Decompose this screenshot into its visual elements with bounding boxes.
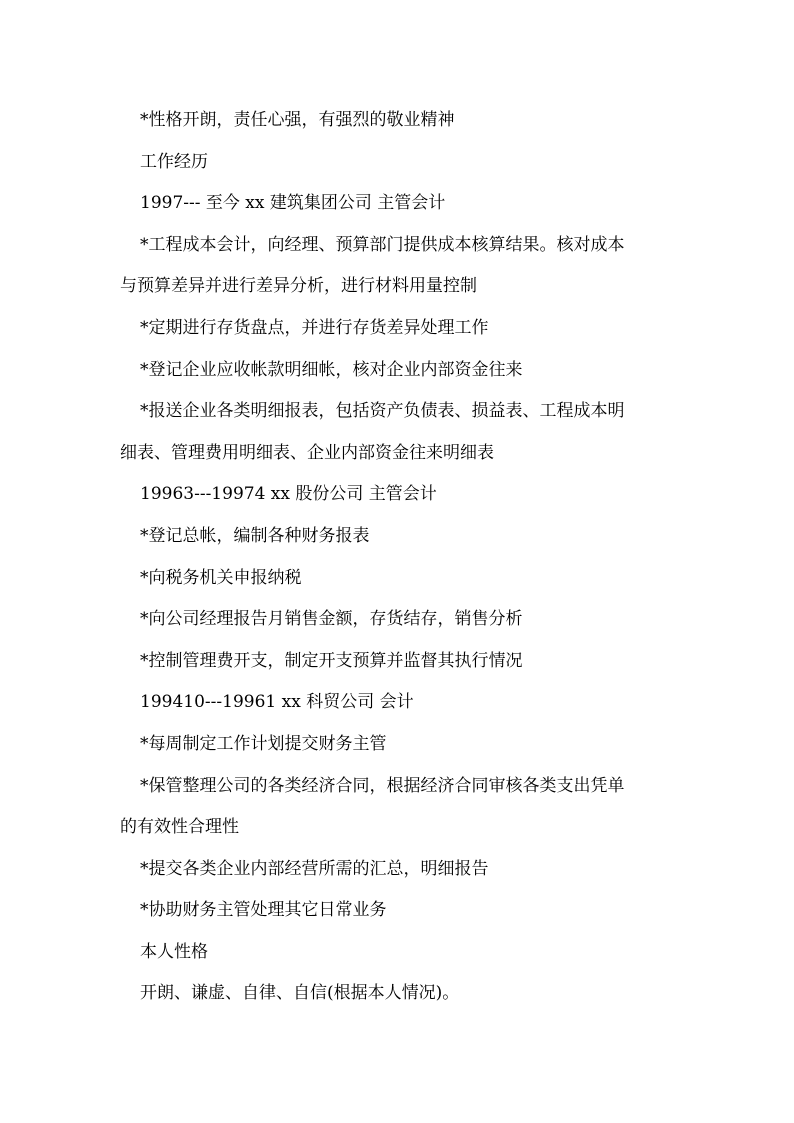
body-line: *每周制定工作计划提交财务主管: [140, 733, 387, 754]
body-line: *登记企业应收帐款明细帐，核对企业内部资金往来: [140, 359, 523, 380]
section-heading-work-experience: 工作经历: [140, 151, 208, 172]
body-line: *向税务机关申报纳税: [140, 567, 302, 588]
document-body: [120, 100, 680, 1015]
body-line: *性格开朗，责任心强，有强烈的敬业精神: [140, 110, 455, 130]
body-line-continuation: 细表、管理费用明细表、企业内部资金往来明细表: [120, 442, 494, 463]
body-line: *登记总帐，编制各种财务报表: [140, 525, 370, 546]
job-entry-heading: 199410---19961 xx 科贸公司 会计: [140, 692, 414, 713]
job-entry-heading: 19963---19974 xx 股份公司 主管会计: [140, 484, 437, 505]
section-heading-personality: 本人性格: [140, 941, 208, 962]
body-line: *保管整理公司的各类经济合同，根据经济合同审核各类支出凭单: [140, 775, 625, 796]
body-line: *提交各类企业内部经营所需的汇总，明细报告: [140, 858, 489, 879]
body-line: *定期进行存货盘点，并进行存货差异处理工作: [140, 317, 489, 338]
job-entry-heading: 1997--- 至今 xx 建筑集团公司 主管会计: [140, 193, 446, 214]
body-line-continuation: 与预算差异并进行差异分析，进行材料用量控制: [120, 276, 477, 297]
body-line: 开朗、谦虚、自律、自信(根据本人情况)。: [140, 983, 460, 1004]
body-line-continuation: 的有效性合理性: [120, 817, 239, 838]
body-line: *协助财务主管处理其它日常业务: [140, 900, 387, 921]
body-line: *向公司经理报告月销售金额，存货结存，销售分析: [140, 609, 523, 630]
body-line: *工程成本会计，向经理、预算部门提供成本核算结果。核对成本: [140, 234, 625, 255]
body-line: *报送企业各类明细报表，包括资产负债表、损益表、工程成本明: [140, 401, 625, 422]
body-line: *控制管理费开支，制定开支预算并监督其执行情况: [140, 650, 523, 671]
